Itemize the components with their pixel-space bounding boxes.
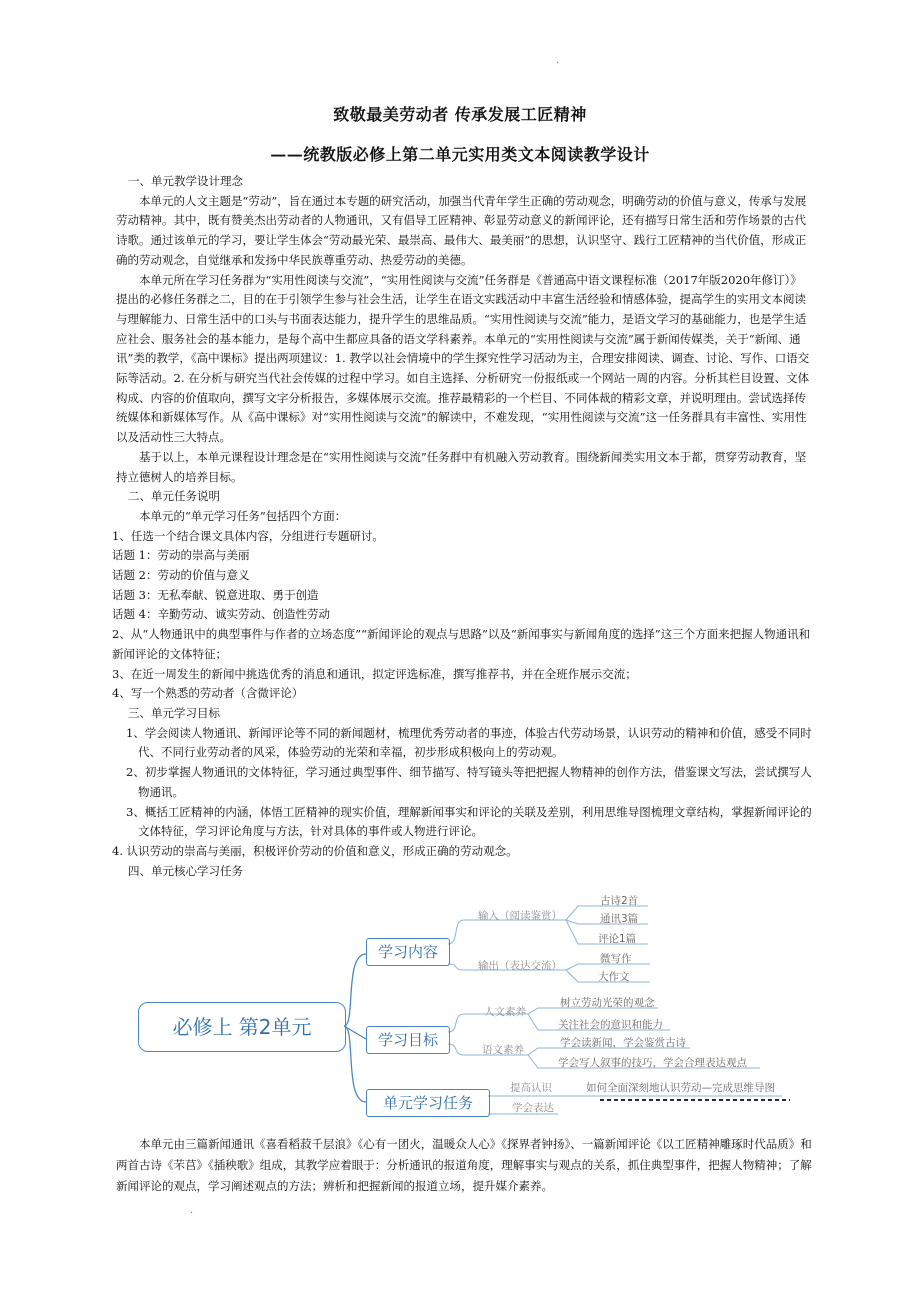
sub-output: 输出（表达交流） (478, 960, 562, 972)
leaf-labor-honor: 树立劳动光荣的观念 (560, 997, 655, 1009)
branch-unit-tasks: 单元学习任务 (366, 1089, 490, 1117)
paragraph: 本单元所在学习任务群为“实用性阅读与交流”，“实用性阅读与交流”任务群是《普通高中语文课程标准（2017年版2020年修订）》提出的必修任务群之二，目的在于引领学生参与社会生活，让学生在语文实践活动中丰富生活经验和情感体验，提高学生的实用文本阅读与理解能力、日常生活中的口头与书面表达能力，提升学生的思维品质。“实用性阅读与交流”能力，是语文学习的基础能力，也是学生适应社会、服务社会的基本能力，是每个高中生都应具备的语文学科素养。本单元的“实用性阅读与交流”属于新闻传媒类，关于“新闻、通讯”类的教学，《高中课标》提出两项建议：1. 教学以社会情境中的学生探究性学习活动为主，合理安排阅读、调查、讨论、写作、口语交际等活动。2. 在分析与研究当代社会传媒的过程中学习。如自主选择、分析研究一份报纸或一个网站一周的内容。分析其栏目设置、文体构成、内容的价值取向，撰写文字分析报告，多媒体展示交流。推荐最精彩的一个栏目、不同体裁的精彩文章，并说明理由。尝试选择传统媒体和新媒体写作。从《高中课标》对“实用性阅读与交流”的解读中，不难发现，“实用性阅读与交流”这一任务群具有丰富性、实用性以及活动性三大特点。 (116, 272, 810, 445)
mind-map-root: 必修上 第2单元 (138, 1002, 346, 1052)
branch-learning-goals: 学习目标 (366, 1026, 450, 1054)
corner-dot: · (190, 1208, 194, 1219)
corner-dot: · (556, 58, 560, 69)
leaf-commentary: 评论1篇 (598, 933, 637, 945)
sub-learn-expression: 学会表达 (512, 1102, 554, 1114)
body-text (112, 172, 812, 881)
paragraph: 本单元的“单元学习任务”包括四个方面： (139, 508, 347, 523)
topic-item: 话题 2：劳动的价值与意义 (112, 568, 250, 583)
leaf-essay: 大作文 (598, 971, 630, 983)
leaf-social-awareness: 关注社会的意识和能力 (558, 1019, 663, 1031)
document-subtitle: ——统教版必修上第二单元实用类文本阅读教学设计 (270, 145, 650, 164)
topic-item: 话题 1：劳动的崇高与美丽 (112, 548, 250, 563)
closing-paragraph: 本单元由三篇新闻通讯《喜看稻菽千层浪》《心有一团火，温暖众人心》《探界者钟扬》、一篇新闻评论《以工匠精神雕琢时代品质》和两首古诗《芣苢》《插秧歌》组成，其教学应着眼于：分析通讯的报道角度，理解事实与观点的关系，抓住典型事件，把握人物精神；了解新闻评论的观点，学习阐述观点的方法；辨析和把握新闻的报道立场，提升媒介素养。 (116, 1137, 812, 1193)
leaf-micro-writing: 微写作 (600, 953, 632, 965)
sub-input: 输入（阅读鉴赏） (478, 910, 562, 922)
section-heading-4: 四、单元核心学习任务 (128, 863, 243, 878)
leaf-ancient-poems: 古诗2首 (600, 895, 639, 907)
goal-item: 1、学会阅读人物通讯、新闻评论等不同的新闻题材，梳理优秀劳动者的事迹，体验古代劳动场景，认识劳动的精神和价值，感受不同时代、不同行业劳动者的风采，体验劳动的光荣和幸福，初步形成积极向上的劳动观。 (126, 725, 812, 760)
leaf-mind-map-task: 如何全面深刻地认识劳动—完成思维导图 (586, 1082, 775, 1094)
sub-chinese-literacy: 语文素养 (482, 1044, 524, 1056)
leaf-writing-skills: 学会写人叙事的技巧，学会合理表达观点 (558, 1057, 747, 1069)
goal-item: 3、概括工匠精神的内涵，体悟工匠精神的现实价值，理解新闻事实和评论的关联及差别，利用思维导图梳理文章结构，掌握新闻评论的文体特征，学习评论角度与方法，针对具体的事件或人物进行评论。 (126, 804, 812, 839)
sub-raise-awareness: 提高认识 (510, 1082, 552, 1094)
mind-map (130, 884, 810, 1124)
section-heading-3: 三、单元学习目标 (128, 705, 220, 720)
paragraph: 本单元的人文主题是“劳动”，旨在通过本专题的研究活动，加强当代青年学生正确的劳动观念，明确劳动的价值与意义，传承与发展劳动精神。其中，既有赞美杰出劳动者的人物通讯，又有倡导工匠精神、彰显劳动意义的新闻评论，还有描写日常生活和劳作场景的古代诗歌。通过该单元的学习，要让学生体会“劳动最光荣、最崇高、最伟大、最美丽”的思想，认识坚守、践行工匠精神的当代价值，形成正确的劳动观念，自觉继承和发扬中华民族尊重劳动、热爱劳动的美德。 (116, 193, 807, 267)
document-title: 致敬最美劳动者 传承发展工匠精神 (333, 105, 587, 124)
paragraph: 基于以上，本单元课程设计理念是在“实用性阅读与交流”任务群中有机融入劳动教育。围绕新闻类实用文本于都，贯穿劳动教育，坚持立德树人的培养目标。 (116, 449, 807, 484)
task-item: 2、从“人物通讯中的典型事件与作者的立场态度”“新闻评论的观点与思路”以及“新闻事实与新闻角度的选择”这三个方面来把握人物通讯和新闻评论的文体特征； (112, 627, 811, 661)
section-heading-2: 二、单元任务说明 (128, 489, 220, 504)
branch-learning-content: 学习内容 (366, 938, 450, 966)
leaf-read-news: 学会读新闻，学会鉴赏古诗 (560, 1037, 686, 1049)
topic-item: 话题 3：无私奉献、锐意进取、勇于创造 (112, 587, 319, 602)
goal-item: 2、初步掌握人物通讯的文体特征，学习通过典型事件、细节描写、特写镜头等把把握人物精神的创作方法，借鉴课文写法，尝试撰写人物通讯。 (126, 765, 812, 799)
task-item: 1、任选一个结合课文具体内容，分组进行专题研讨。 (112, 528, 384, 543)
leaf-reports: 通讯3篇 (600, 913, 639, 925)
section-heading-1: 一、单元教学设计理念 (128, 174, 243, 188)
task-item: 3、在近一周发生的新闻中挑选优秀的消息和通讯，拟定评选标准，撰写推荐书，并在全班作展示交流； (112, 666, 637, 681)
topic-item: 话题 4：辛勤劳动、诚实劳动、创造性劳动 (112, 607, 330, 622)
goal-item: 4. 认识劳动的崇高与美丽，积极评价劳动的价值和意义，形成正确的劳动观念。 (112, 843, 518, 858)
sub-humanities: 人文素养 (484, 1006, 526, 1018)
task-item: 4、写一个熟悉的劳动者（含微评论） (112, 686, 304, 701)
